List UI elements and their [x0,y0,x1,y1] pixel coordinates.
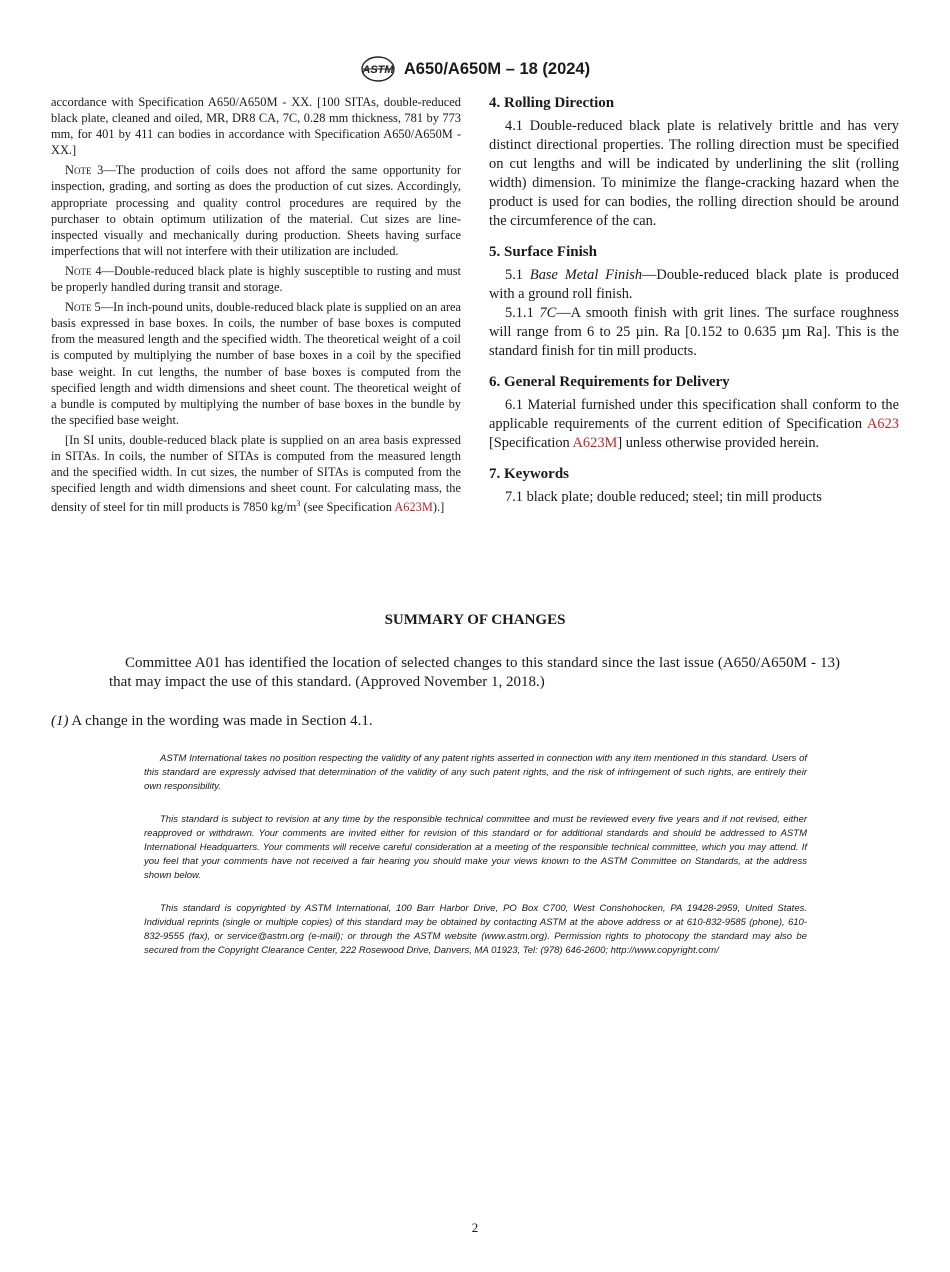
right-column [489,94,899,519]
document-designation: A650/A650M – 18 (2024) [403,59,591,78]
section-4 [489,94,899,231]
astm-logo-icon [360,56,396,82]
section-6-heading: 6. General Requirements for Delivery [489,374,730,390]
summary-of-changes-title: SUMMARY OF CHANGES [384,612,566,628]
para-6-1: 6.1 Material furnished under this specification shall conform to the applicable requirements of the current edition of Specification A623 [Specification A623M] unless otherwise provided herein. [489,397,899,451]
a623m-link[interactable]: A623M [394,500,433,515]
svg-text:ASTM: ASTM [362,64,394,76]
para-5-1: 5.1 Base Metal Finish—Double-reduced black plate is produced with a ground roll finish. [489,267,900,302]
note-5: Note 5—In inch-pound units, double-reduced black plate is supplied on an area basis expressed in base boxes. In coils, the number of base boxes is computed from the measured length and the specified width. The theoretical weight of a coil is computed by multiplying the number of base boxes in a coil by the specified base weight. In cut lengths, the number of base boxes is computed from the specified length and width dimensions and sheet count. The theoretical weight of a bundle is computed by multiplying the number of base boxes in the bundle by the specified base weight. [51,300,462,427]
para-7-1: 7.1 black plate; double reduced; steel; tin mill products [505,489,822,505]
a623-link[interactable]: A623 [867,416,899,432]
para-4-1: 4.1 Double-reduced black plate is relatively brittle and has very distinct directional properties. The rolling direction must be specified on cut lengths and will be indicated by underlining the slit (rolling width) dimension. To minimize the flange-cracking hazard when the product is used for can bodies, the rolling direction should be around the circumference of the can. [489,118,899,229]
section-7-heading: 7. Keywords [489,466,569,482]
summary-of-changes-text: Committee A01 has identified the location of selected changes to this standard since the last issue (A650/A650M - 13) that may impact the use of this standard. (Approved November 1, 2018.) [109,655,840,690]
left-column [51,94,461,519]
page-header [0,56,950,82]
section-4-heading: 4. Rolling Direction [489,95,615,111]
copyright-notice: This standard is copyrighted by ASTM International, 100 Barr Harbor Drive, PO Box C700, West Conshohocken, PA 19428-2959, United States. Individual reprints (single or multiple copies) of this standard may be obtained by contacting ASTM at the above address or at 610-832-9585 (phone), 610-832-9555 (fax), or service@astm.org (e-mail); or through the ASTM website (www.astm.org). Permission rights to photocopy the standard may also be secured from the Copyright Clearance Center, 222 Rosewood Drive, Danvers, MA 01923, Tel: (978) 646-2600; http://www.copyright.com/ [144,903,807,956]
continued-paragraph: accordance with Specification A650/A650M - XX. [100 SITAs, double-reduced black plate, cleaned and oiled, MR, DR8 CA, 7C, 0.28 mm thickness, 781 by 773 mm, for 401 by 411 can bodies in accordance with Specification A650/A650M - XX.] [51,95,461,158]
change-item: (1) A change in the wording was made in Section 4.1. [51,713,373,729]
patent-disclaimer: ASTM International takes no position respecting the validity of any patent rights asserted in connection with any item mentioned in this standard. Users of this standard are expressly advised that determination of the validity of any such patent rights, and the risk of infringement of such rights, are entirely their own responsibility. [144,753,807,792]
si-units-note: [In SI units, double-reduced black plate is supplied on an area basis expressed in SITAs. In coils, the number of SITAs is computed from the measured length and the specified width. In cut sizes, the number of SITAs is computed from the specified length and width dimensions and sheet count. For calculating mass, the density of steel for tin mill products is 7850 $kg/m^3$ (see Specification A623M).] [51,432,461,515]
note-3: Note 3—The production of coils does not afford the same opportunity for inspection, grading, and sorting as does the production of cut sizes. Accordingly, appropriate processing and quality control procedures are required by the purchaser to obtain optimum utilization of the material. Cut sizes are line-inspected visually and mechanically during production. Sheets having surface imperfections that will not interfere with their utilization are included. [51,163,461,258]
para-5-1-1: 5.1.1 7C—A smooth finish with grit lines. The surface roughness will range from 6 to 25 µin. Ra [0.152 to 0.635 µm Ra]. This is the standard finish for tin mill products. [489,305,899,359]
a623m-link[interactable]: A623M [572,435,618,451]
section-5 [489,243,899,361]
page-number: 2 [471,1220,479,1235]
revision-notice: This standard is subject to revision at any time by the responsible technical committee and must be reviewed every five years and if not revised, either reapproved or withdrawn. Your comments are invited either for revision of this standard or for additional standards and should be addressed to ASTM International Headquarters. Your comments will receive careful consideration at a meeting of the responsible technical committee, which you may attend. If you feel that your comments have not received a fair hearing you should make your views known to the ASTM Committee on Standards, at the address shown below. [144,814,807,881]
section-7 [489,465,899,507]
note-4: Note 4—Double-reduced black plate is highly susceptible to rusting and must be properly handled during transit and storage. [51,263,461,295]
section-6 [489,373,899,453]
section-5-heading: 5. Surface Finish [489,244,597,260]
